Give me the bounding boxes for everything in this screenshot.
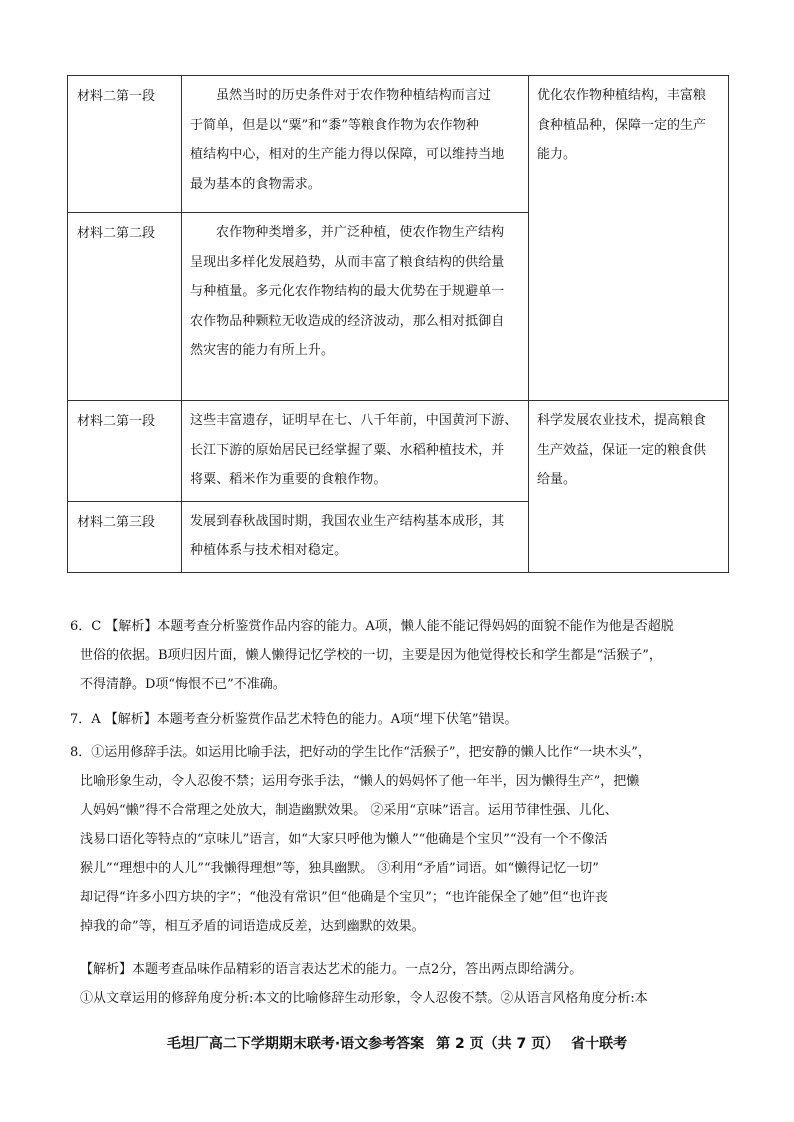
label-cell <box>68 76 182 213</box>
row-label: 材料二第一段 <box>77 89 156 104</box>
text-cell <box>182 213 529 401</box>
row-label: 材料二第二段 <box>77 226 156 241</box>
footer-org: 省十联考 <box>571 1036 628 1052</box>
table-row <box>68 76 729 213</box>
footer-page-number: 第 2 页（共 7 页） <box>436 1036 560 1052</box>
text-cell <box>182 76 529 213</box>
row-label: 材料二第三段 <box>77 514 156 530</box>
answer-7: 7．A 【解析】本题考查分析鉴赏作品艺术特色的能力。A项“埋下伏笔”错误。 <box>70 712 518 727</box>
row-text: 发展到春秋战国时期，我国农业生产结构基本成形，其 种植体系与技术相对稳定。 <box>190 513 505 558</box>
text-cell <box>182 501 529 572</box>
materials-table <box>67 75 729 573</box>
table-row <box>68 401 729 502</box>
label-cell <box>68 213 182 401</box>
answer-8-analysis: 【解析】本题考查品味作品精彩的语言表达艺术的能力。一点2分，答出两点即给满分。 ①从文章运用的修辞角度分析:本文的比喻修辞生动形象，令人忍俊不禁。②从语言风格角度分析:本 <box>80 962 648 1006</box>
label-cell <box>68 501 182 572</box>
footer-title: 毛坦厂高二下学期期末联考·语文参考答案 <box>166 1036 425 1052</box>
row-label: 材料二第一段 <box>77 414 156 429</box>
row-text: 这些丰富遗存，证明早在七、八千年前，中国黄河下游、 长江下游的原始居民已经掌握了粟、水稻种植技术，并 将粟、稻米作为重要的食粮作物。 <box>190 413 518 487</box>
result-text: 科学发展农业技术，提高粮食 生产效益，保证一定的粮食供 给量。 <box>537 413 707 487</box>
text-cell <box>182 401 529 502</box>
page-footer <box>0 1033 794 1053</box>
row-text: 农作物种类增多，并广泛种植，使农作物生产结构 呈现出多样化发展趋势，从而丰富了粮食结构的供给量 与种植量。多元化农作物结构的最大优势在于规避单一 农作物品种颗粒无收造成的经济波动，那么相对抵御自 然灾害的能力有所上升。 <box>190 225 505 358</box>
label-cell <box>68 401 182 502</box>
result-cell <box>529 401 729 573</box>
answer-6: 6．C 【解析】本题考查分析鉴赏作品内容的能力。A项，懒人能不能记得妈妈的面貌不能作为他是否超脱 世俗的依据。B项归因片面，懒人懒得记忆学校的一切，主要是因为他觉得校长和学生都是“活猴子”， 不得清静。D项“悔恨不已”不准确。 <box>70 619 674 692</box>
result-cell <box>529 76 729 401</box>
row-text: 虽然当时的历史条件对于农作物种植结构而言过 于简单，但是以“粟”和“黍”等粮食作物为农作物种 植结构中心，相对的生产能力得以保障，可以维持当地 最为基本的食物需求。 <box>190 88 505 192</box>
result-text: 优化农作物种植结构，丰富粮 食种植品种，保障一定的生产 能力。 <box>537 88 707 162</box>
answer-8: 8．①运用修辞手法。如运用比喻手法，把好动的学生比作“活猴子”，把安静的懒人比作“一块木头”， 比喻形象生动，令人忍俊不禁；运用夸张手法，“懒人的妈妈怀了他一年半，因为懒得生产”，把懒 人妈妈“懒”得不合常理之处放大，制造幽默效果。 ②采用“京味”语言。运用节律性强、儿化、 浅易口语化等特点的“京味儿”语言，如“大家只呼他为懒人”“他确是个宝贝”“没有一个不像活 猴儿”“理想中的人儿”“我懒得理想”等，独具幽默。 ③利用“矛盾”词语。如“懒得记忆一切” 却记得“许多小四方块的字”；“他没有常识”但“他确是个宝贝”；“也许能保全了她”但“也许丧 掉我的命”等，相互矛盾的词语造成反差，达到幽默的效果。 <box>70 745 651 934</box>
